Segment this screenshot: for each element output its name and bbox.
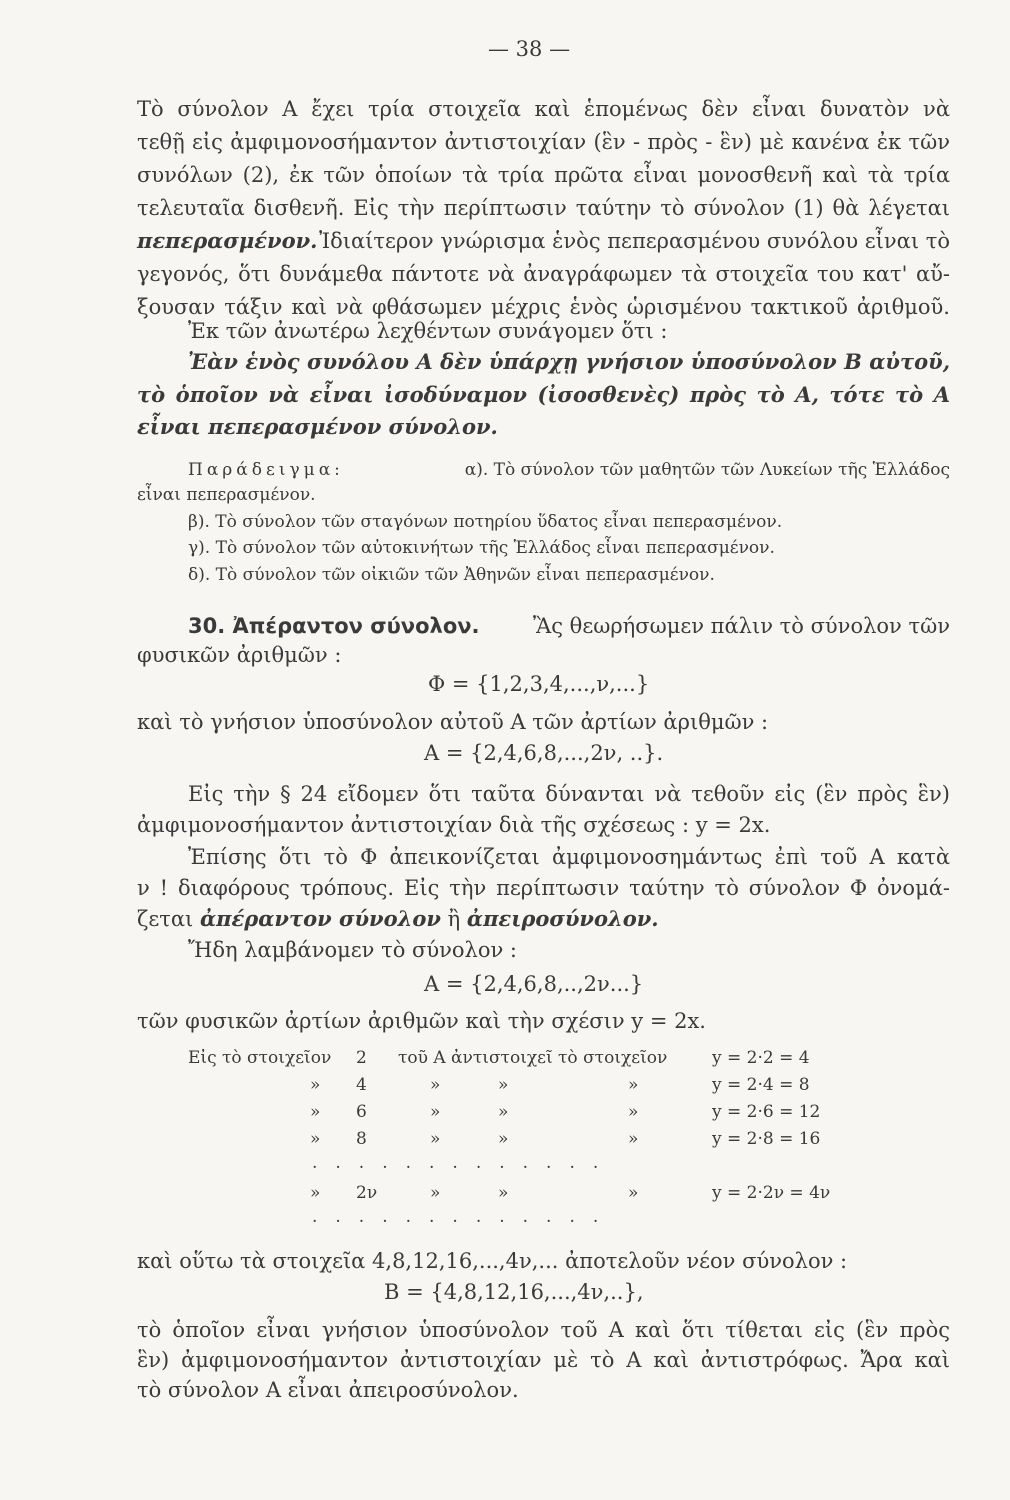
theorem-line: Ἐὰν ἑνὸς συνόλου Α δὲν ὑπάρχῃ γνήσιον ὑποσύνολον Β αὐτοῦ, xyxy=(188,349,950,374)
table-cell: » xyxy=(628,1183,639,1203)
table-row xyxy=(0,1099,1010,1125)
table-row xyxy=(0,1072,1010,1098)
paragraph-line: τὸ σύνολον Α εἶναι ἀπειροσύνολον. xyxy=(137,1378,519,1402)
paragraph-text: Ἰδιαίτερον γνώρισμα ἑνὸς πεπερασμένου συνόλου εἶναι τὸ xyxy=(319,229,950,253)
paragraph-line: τῶν φυσικῶν ἀρτίων ἀριθμῶν καὶ τὴν σχέσιν y = 2x. xyxy=(137,1009,706,1033)
section-heading: 30. Ἀπέραντον σύνολον. xyxy=(188,614,480,638)
theorem-line: τὸ ὁποῖον νὰ εἶναι ἰσοδύναμον (ἰσοσθενὲς) πρὸς τὸ Α, τότε τὸ Α xyxy=(137,382,950,407)
table-cell: » xyxy=(498,1075,509,1095)
table-cell: y = 2·4 = 8 xyxy=(712,1075,810,1095)
paragraph-line: Τὸ σύνολον Α ἔχει τρία στοιχεῖα καὶ ἑπομένως δὲν εἶναι δυνατὸν νὰ xyxy=(137,97,950,121)
term-infinite: ἀπέραντον σύνολον xyxy=(199,906,441,931)
table-cell: » xyxy=(310,1102,321,1122)
table-cell: » xyxy=(430,1075,441,1095)
paragraph-line: ἀμφιμονοσήμαντον ἀντιστοιχίαν διὰ τῆς σχέσεως : y = 2x. xyxy=(137,813,771,837)
table-cell: 4 xyxy=(356,1075,367,1095)
paragraph-line: Ἐπίσης ὅτι τὸ Φ ἀπεικονίζεται ἀμφιμονοσημάντως ἐπὶ τοῦ Α κατὰ xyxy=(188,845,950,869)
table-cell: » xyxy=(628,1129,639,1149)
example-line: εἶναι πεπερασμένον. xyxy=(137,485,316,505)
table-cell: y = 2·6 = 12 xyxy=(712,1102,821,1122)
example-line: δ). Τὸ σύνολον τῶν οἰκιῶν τῶν Ἀθηνῶν εἶναι πεπερασμένον. xyxy=(188,565,715,585)
table-cell: » xyxy=(310,1129,321,1149)
table-cell: 2 xyxy=(356,1048,367,1068)
paragraph-line: καὶ οὕτω τὰ στοιχεῖα 4,8,12,16,...,4ν,... ἀποτελοῦν νέον σύνολον : xyxy=(137,1249,848,1273)
table-cell: y = 2·2ν = 4ν xyxy=(712,1183,831,1203)
table-cell: » xyxy=(310,1183,321,1203)
table-row xyxy=(0,1126,1010,1152)
paragraph-line: Εἰς τὴν § 24 εἴδομεν ὅτι ταῦτα δύνανται νὰ τεθοῦν εἰς (ἓν πρὸς ἓν) xyxy=(188,782,950,806)
paragraph-text: ζεται xyxy=(137,907,194,931)
paragraph-text: Ἂς θεωρήσωμεν πάλιν τὸ σύνολον τῶν xyxy=(533,614,950,638)
paragraph-text: ἢ xyxy=(447,907,461,931)
equation-phi: Φ = {1,2,3,4,...,ν,...} xyxy=(428,672,650,696)
table-cell: 8 xyxy=(356,1129,367,1149)
table-row xyxy=(0,1045,1010,1071)
table-cell: 2ν xyxy=(356,1183,378,1203)
equation-a: Α = {2,4,6,8,...,2ν, ..}. xyxy=(424,741,664,765)
table-ellipsis: ............. xyxy=(312,1207,617,1227)
table-cell: Εἰς τὸ στοιχεῖον xyxy=(188,1048,332,1068)
page-number: — 38 — xyxy=(488,37,571,61)
table-row xyxy=(0,1180,1010,1206)
table-cell: » xyxy=(628,1102,639,1122)
equation-a-second: Α = {2,4,6,8,..,2ν...} xyxy=(424,972,644,996)
table-cell: τοῦ Α ἀντιστοιχεῖ τὸ στοιχεῖον xyxy=(398,1048,668,1068)
paragraph-line: γεγονός, ὅτι δυνάμεθα πάντοτε νὰ ἀναγράφωμεν τὰ στοιχεῖα του κατ' αὔ- xyxy=(137,262,950,286)
paragraph-line xyxy=(137,226,950,256)
table-cell: » xyxy=(430,1102,441,1122)
table-cell: y = 2·8 = 16 xyxy=(712,1129,821,1149)
paragraph-line: φυσικῶν ἀριθμῶν : xyxy=(137,643,342,667)
table-cell: y = 2·2 = 4 xyxy=(712,1048,810,1068)
paragraph-line: ἓν) ἀμφιμονοσήμαντον ἀντιστοιχίαν μὲ τὸ Α καὶ ἀντιστρόφως. Ἄρα καὶ xyxy=(137,1348,950,1372)
paragraph-line: τεθῇ εἰς ἀμφιμονοσήμαντον ἀντιστοιχίαν (ἓν - πρὸς - ἓν) μὲ κανένα ἐκ τῶν xyxy=(137,130,950,154)
example-text: α). Τὸ σύνολον τῶν μαθητῶν τῶν Λυκείων τῆς Ἑλλάδος xyxy=(464,460,950,480)
paragraph-line xyxy=(137,904,659,934)
table-cell: » xyxy=(498,1102,509,1122)
term-finite: πεπερασμένον. xyxy=(137,228,318,253)
theorem-line: εἶναι πεπερασμένον σύνολον. xyxy=(137,414,498,439)
example-line: β). Τὸ σύνολον τῶν σταγόνων ποτηρίου ὕδατος εἶναι πεπερασμένον. xyxy=(188,512,783,532)
examples-label: Παράδειγμα: xyxy=(188,460,344,480)
paragraph-line: καὶ τὸ γνήσιον ὑποσύνολον αὐτοῦ Α τῶν ἀρτίων ἀριθμῶν : xyxy=(137,710,769,734)
table-cell: » xyxy=(310,1075,321,1095)
table-cell: » xyxy=(498,1183,509,1203)
table-cell: 6 xyxy=(356,1102,367,1122)
table-cell: » xyxy=(498,1129,509,1149)
paragraph-line: ξουσαν τάξιν καὶ νὰ φθάσωμεν μέχρις ἑνὸς ὡρισμένου τακτικοῦ ἀριθμοῦ. xyxy=(137,295,950,319)
paragraph-line: συνόλων (2), ἐκ τῶν ὁποίων τὰ τρία πρῶτα εἶναι μονοσθενῆ καὶ τὰ τρία xyxy=(137,163,950,187)
paragraph-line: Ἤδη λαμβάνομεν τὸ σύνολον : xyxy=(188,938,517,962)
table-cell: » xyxy=(430,1183,441,1203)
paragraph-line: ν ! διαφόρους τρόπους. Εἰς τὴν περίπτωσιν ταύτην τὸ σύνολον Φ ὀνομά- xyxy=(137,876,950,900)
equation-b: Β = {4,8,12,16,...,4ν,..}, xyxy=(384,1280,644,1304)
paragraph-line: Ἐκ τῶν ἀνωτέρω λεχθέντων συνάγομεν ὅτι : xyxy=(188,319,668,343)
paragraph-line: τελευταῖα δισθενῆ. Εἰς τὴν περίπτωσιν ταύτην τὸ σύνολον (1) θὰ λέγεται xyxy=(137,196,950,220)
section-heading-line xyxy=(188,611,950,641)
table-ellipsis: ............. xyxy=(312,1153,617,1173)
paragraph-line: τὸ ὁποῖον εἶναι γνήσιον ὑποσύνολον τοῦ Α καὶ ὅτι τίθεται εἰς (ἓν πρὸς xyxy=(137,1318,950,1342)
example-line: γ). Τὸ σύνολον τῶν αὐτοκινήτων τῆς Ἑλλάδος εἶναι πεπερασμένον. xyxy=(188,538,775,558)
table-cell: » xyxy=(628,1075,639,1095)
table-cell: » xyxy=(430,1129,441,1149)
term-infinite-set: ἀπειροσύνολον. xyxy=(466,906,659,931)
